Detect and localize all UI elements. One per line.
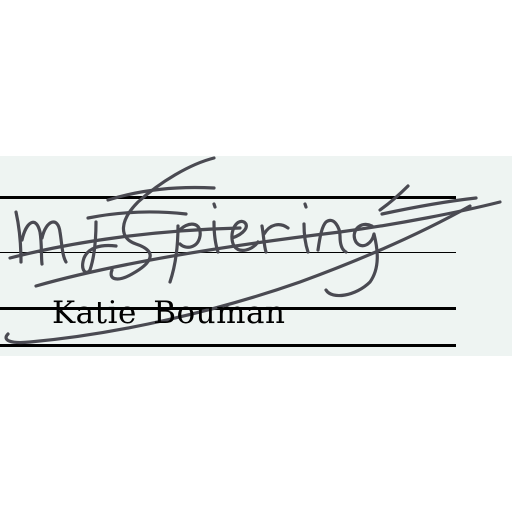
printed-name: Katie Bouman xyxy=(52,295,286,331)
